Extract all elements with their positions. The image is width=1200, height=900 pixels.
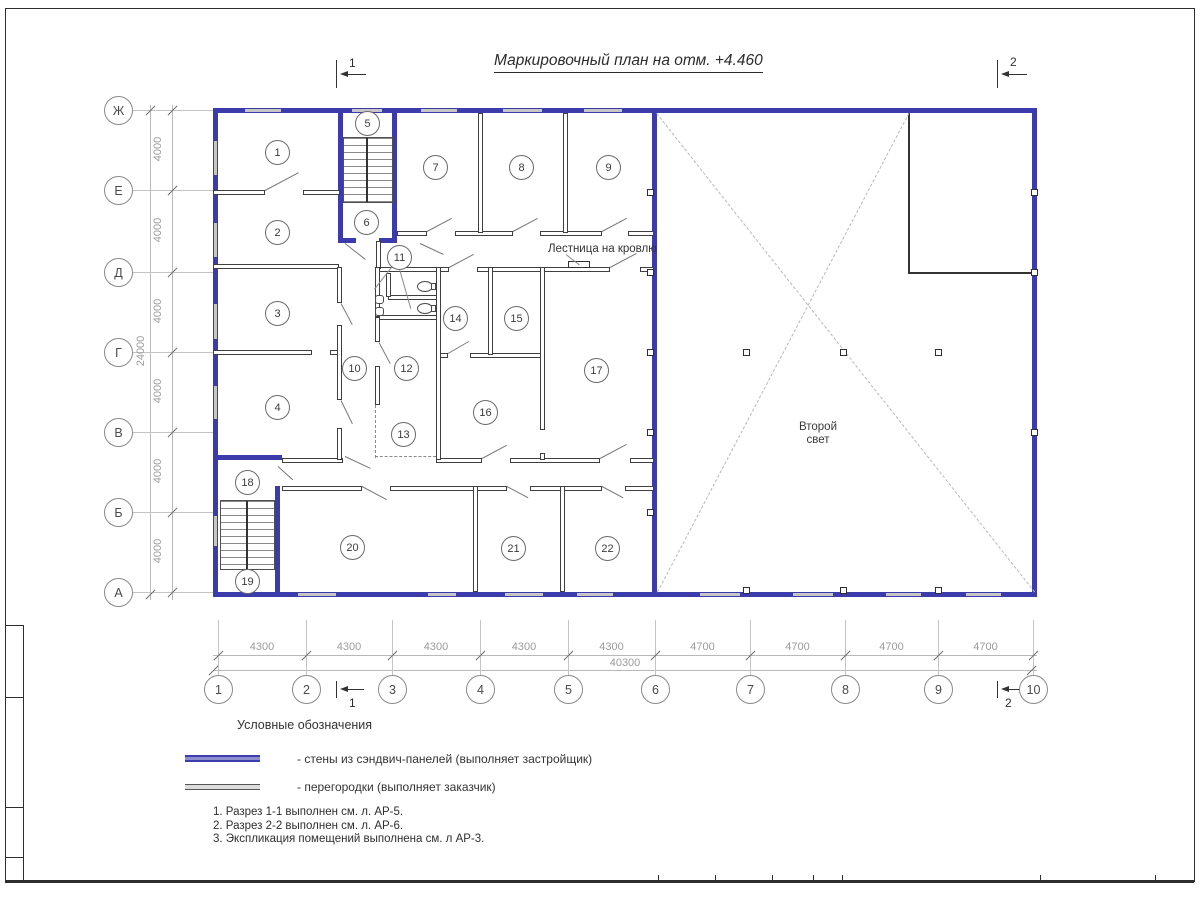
col-axis-marker: 7: [736, 675, 765, 704]
legend-swatch-sandwich-wall: [185, 755, 260, 762]
door-leaf: [341, 303, 353, 325]
partition-segment: [628, 231, 654, 236]
room-number-marker: 11: [387, 245, 412, 270]
room-number-marker: 2: [265, 220, 290, 245]
partition-segment: [386, 273, 391, 297]
partition-segment: [213, 264, 339, 269]
sandwich-wall-segment: [338, 238, 356, 243]
row-axis-marker: Б: [104, 498, 133, 527]
second-light-cross-line: [657, 113, 909, 592]
door-leaf: [602, 486, 624, 498]
room-number-marker: 13: [391, 422, 416, 447]
drawing-sheet: Маркировочный план на отм. +4.460 1 2 1 2 1 2 3 4 5 6 7 8 9 10 11 12 13 14 15 16 17 18 19 20 21 22 Ж 4000 Е 4000 Д 4000 Г 4000 В 4000 Б 4000 А 24000 1 4300 2 4300 3 4300 4 4300 5 4300 6 4700 7 4700 8 4700 9 4700 10 40300 Лестница на кровлю Второй свет Условные обозначения - стены из сэндвич-панелей (выполняет застройщик) - перегородки (выполняет заказчик) 1. Разрез 1-1 выполнен см. л. АР-5. 2. Разрез 2-2 выполнен см. л. АР-6. 3. Экспликация помещений выполнена см. л АР-3.: [0, 0, 1200, 900]
door-leaf: [427, 218, 452, 232]
window-segment: [886, 593, 921, 596]
window-segment: [793, 593, 833, 596]
column-marker: [840, 349, 847, 356]
col-axis-marker: 3: [378, 675, 407, 704]
room-number-marker: 20: [340, 535, 365, 560]
window-segment: [298, 593, 336, 596]
upper-room-wall: [908, 272, 1036, 274]
note-line: 2. Разрез 2-2 выполнен см. л. АР-6.: [213, 819, 404, 832]
dimension-label: 4000: [152, 538, 164, 564]
dimension-total-label: 24000: [135, 335, 147, 367]
window-segment: [428, 593, 456, 596]
legend-swatch-partition: [185, 784, 260, 790]
dimension-label: 4700: [690, 641, 715, 653]
note-line: 3. Экспликация помещений выполнена см. л АР-3.: [213, 833, 485, 845]
partition-segment: [375, 317, 380, 342]
title-block-tick: [1040, 875, 1041, 880]
title-block-tick: [842, 875, 843, 880]
room-number-marker: 7: [423, 155, 448, 180]
door-leaf: [345, 456, 371, 469]
toilet-tank-icon: [431, 283, 436, 290]
axis-extension-line: [655, 620, 656, 676]
window-segment: [214, 223, 217, 257]
column-marker: [1031, 429, 1038, 436]
partition-segment: [337, 267, 342, 303]
partition-segment: [625, 486, 654, 491]
window-segment: [421, 109, 457, 112]
row-axis-marker: А: [104, 578, 133, 607]
window-segment: [214, 516, 217, 546]
dimension-label: 4000: [152, 378, 164, 404]
col-axis-marker: 5: [554, 675, 583, 704]
door-leaf: [278, 466, 294, 480]
partition-segment: [213, 350, 312, 355]
door-leaf: [513, 218, 538, 232]
dimension-label: 4000: [152, 136, 164, 162]
column-marker: [647, 189, 654, 196]
sink-icon: [375, 307, 384, 316]
window-segment: [503, 109, 542, 112]
room-number-marker: 21: [501, 536, 526, 561]
sandwich-wall-segment: [213, 108, 1037, 113]
drawing-title: Маркировочный план на отм. +4.460: [494, 52, 763, 73]
partition-segment: [630, 458, 654, 463]
column-marker: [1031, 189, 1038, 196]
door-leaf: [341, 400, 353, 424]
door-leaf: [345, 243, 366, 260]
room-number-marker: 22: [595, 536, 620, 561]
legend-item-label: - перегородки (выполняет заказчик): [297, 780, 496, 794]
partition-segment: [375, 315, 437, 320]
partition-segment: [478, 113, 483, 233]
axis-extension-line: [392, 620, 393, 676]
window-segment: [214, 141, 217, 175]
partition-segment: [540, 453, 545, 460]
col-axis-marker: 8: [831, 675, 860, 704]
staircase-divider: [246, 501, 248, 569]
door-leaf: [448, 341, 469, 354]
partition-segment: [540, 231, 602, 236]
column-marker: [743, 587, 750, 594]
partition-segment: [530, 486, 602, 491]
sandwich-wall-segment: [379, 238, 397, 243]
partition-segment: [436, 267, 441, 460]
dimension-label: 4300: [336, 641, 362, 653]
window-segment: [214, 304, 217, 339]
partition-segment: [540, 267, 545, 430]
legend-heading: Условные обозначения: [237, 718, 373, 732]
col-axis-marker: 6: [641, 675, 670, 704]
room-number-marker: 1: [265, 140, 290, 165]
column-marker: [935, 349, 942, 356]
door-leaf: [600, 444, 627, 459]
partition-segment: [473, 486, 478, 592]
door-leaf: [507, 486, 529, 498]
dimension-line: [213, 670, 1037, 671]
door-leaf: [379, 342, 391, 364]
notes: [213, 806, 484, 847]
title-block-tick: [813, 875, 814, 880]
room-number-marker: 3: [265, 301, 290, 326]
partition-segment: [560, 486, 565, 592]
window-segment: [700, 593, 740, 596]
room-number-marker: 5: [355, 111, 380, 136]
window-segment: [584, 109, 622, 112]
row-axis-marker: Д: [104, 258, 133, 287]
door-leaf: [420, 243, 444, 255]
leader-line: [399, 267, 412, 309]
staircase: [343, 137, 393, 203]
partition-segment: [470, 353, 542, 358]
row-axis-marker: Ж: [104, 96, 133, 125]
partition-segment: [303, 190, 340, 195]
future-partition-dashed: [375, 405, 376, 458]
room-number-marker: 12: [394, 356, 419, 381]
partition-segment: [337, 325, 342, 400]
sandwich-wall-segment: [213, 455, 282, 460]
partition-segment: [510, 458, 600, 463]
axis-extension-line: [845, 620, 846, 676]
room-number-marker: 17: [584, 358, 609, 383]
title-block-tick: [658, 875, 659, 880]
title-block-tick: [1155, 875, 1156, 880]
row-axis-marker: В: [104, 418, 133, 447]
dimension-label: 4700: [973, 641, 998, 653]
dimension-label: 4300: [511, 641, 537, 653]
room-number-marker: 6: [354, 210, 379, 235]
column-marker: [1031, 269, 1038, 276]
column-marker: [840, 587, 847, 594]
partition-segment: [397, 231, 427, 236]
column-marker: [743, 349, 750, 356]
partition-segment: [213, 190, 265, 195]
window-segment: [577, 593, 613, 596]
door-leaf: [449, 254, 474, 268]
sink-icon: [375, 295, 384, 304]
room-number-marker: 10: [342, 356, 367, 381]
dimension-label: 4700: [879, 641, 904, 653]
upper-room-wall: [908, 113, 910, 274]
col-axis-marker: 4: [466, 675, 495, 704]
partition-segment: [455, 231, 513, 236]
dimension-line: [213, 655, 1037, 656]
row-axis-marker: Е: [104, 176, 133, 205]
partition-segment: [282, 486, 362, 491]
axis-extension-line: [218, 620, 219, 676]
axis-extension-line: [480, 620, 481, 676]
partition-segment: [337, 428, 342, 460]
dimension-label: 4300: [249, 641, 275, 653]
window-segment: [505, 593, 543, 596]
column-marker: [647, 509, 654, 516]
legend: [185, 712, 685, 802]
future-partition-dashed: [375, 456, 436, 457]
room-number-marker: 14: [443, 306, 468, 331]
second-light-label: Второй свет: [798, 421, 838, 446]
col-axis-marker: 10: [1019, 675, 1048, 704]
axis-extension-line: [306, 620, 307, 676]
column-marker: [935, 587, 942, 594]
partition-segment: [388, 295, 437, 300]
col-axis-marker: 9: [924, 675, 953, 704]
note-line: 1. Разрез 1-1 выполнен см. л. АР-5.: [213, 806, 404, 818]
column-marker: [647, 429, 654, 436]
stairs-to-roof-label: Лестница на кровлю: [548, 243, 657, 255]
door-leaf: [265, 172, 299, 191]
row-axis-marker: Г: [104, 338, 133, 367]
window-segment: [245, 109, 281, 112]
col-axis-marker: 1: [204, 675, 233, 704]
door-leaf: [482, 445, 507, 459]
toilet-tank-icon: [431, 305, 436, 312]
title-block-tick: [772, 875, 773, 880]
legend-item-label: - стены из сэндвич-панелей (выполняет застройщик): [297, 752, 593, 766]
staircase-divider: [366, 138, 368, 202]
axis-extension-line: [750, 620, 751, 676]
room-number-marker: 16: [473, 400, 498, 425]
room-number-marker: 19: [235, 569, 260, 594]
sandwich-wall-segment: [275, 486, 280, 592]
partition-segment: [282, 458, 343, 463]
col-axis-marker: 2: [292, 675, 321, 704]
room-number-marker: 15: [504, 306, 529, 331]
door-leaf: [362, 486, 387, 500]
door-leaf: [602, 218, 627, 232]
dimension-label: 4300: [423, 641, 449, 653]
dimension-label: 4000: [152, 217, 164, 243]
door-leaf: [610, 253, 637, 268]
room-number-marker: 18: [235, 470, 260, 495]
dimension-label: 4700: [785, 641, 810, 653]
room-number-marker: 4: [265, 395, 290, 420]
dimension-label: 4000: [152, 458, 164, 484]
axis-extension-line: [568, 620, 569, 676]
column-marker: [647, 269, 654, 276]
partition-segment: [563, 113, 568, 233]
room-number-marker: 9: [596, 155, 621, 180]
partition-segment: [436, 458, 482, 463]
dimension-total-label: 40300: [609, 657, 641, 669]
sandwich-wall-segment: [1032, 108, 1037, 597]
partition-segment: [376, 241, 381, 269]
partition-segment: [488, 267, 493, 355]
dimension-label: 4000: [152, 298, 164, 324]
partition-segment: [375, 366, 380, 405]
title-block-tick: [715, 875, 716, 880]
dimension-label: 4300: [599, 641, 624, 653]
window-segment: [214, 386, 217, 419]
partition-segment: [390, 486, 507, 491]
column-marker: [647, 349, 654, 356]
axis-extension-line: [938, 620, 939, 676]
window-segment: [966, 593, 1001, 596]
room-number-marker: 8: [509, 155, 534, 180]
